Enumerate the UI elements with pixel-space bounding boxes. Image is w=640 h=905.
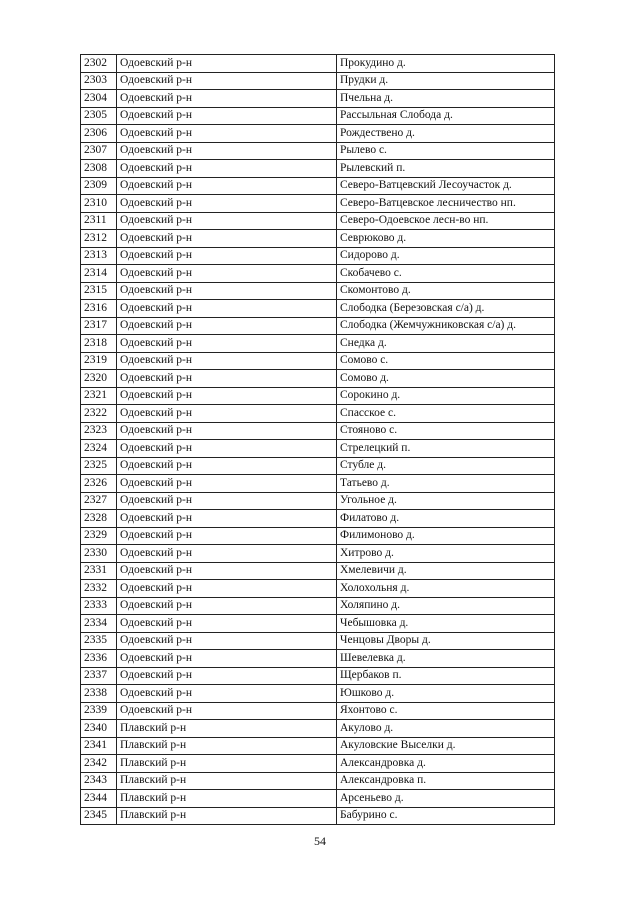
- row-number-cell: 2342: [81, 755, 117, 773]
- district-cell: Одоевский р-н: [117, 545, 337, 563]
- settlements-table-body: [81, 55, 555, 825]
- district-cell: Одоевский р-н: [117, 562, 337, 580]
- district-cell: Одоевский р-н: [117, 317, 337, 335]
- district-cell: Одоевский р-н: [117, 90, 337, 108]
- row-number-cell: 2328: [81, 510, 117, 528]
- row-number-cell: 2320: [81, 370, 117, 388]
- row-number-cell: 2343: [81, 772, 117, 790]
- locality-cell: Спасское с.: [337, 405, 555, 423]
- locality-cell: Яхонтово с.: [337, 702, 555, 720]
- table-row: [81, 282, 555, 300]
- table-row: [81, 492, 555, 510]
- table-row: [81, 247, 555, 265]
- row-number-cell: 2336: [81, 650, 117, 668]
- row-number-cell: 2318: [81, 335, 117, 353]
- locality-cell: Филатово д.: [337, 510, 555, 528]
- row-number-cell: 2333: [81, 597, 117, 615]
- row-number-cell: 2321: [81, 387, 117, 405]
- table-row: [81, 580, 555, 598]
- locality-cell: Акулово д.: [337, 720, 555, 738]
- table-row: [81, 772, 555, 790]
- locality-cell: Стояново с.: [337, 422, 555, 440]
- table-row: [81, 527, 555, 545]
- locality-cell: Стубле д.: [337, 457, 555, 475]
- table-row: [81, 650, 555, 668]
- locality-cell: Татьево д.: [337, 475, 555, 493]
- locality-cell: Шевелевка д.: [337, 650, 555, 668]
- locality-cell: Ченцовы Дворы д.: [337, 632, 555, 650]
- row-number-cell: 2345: [81, 807, 117, 825]
- table-row: [81, 615, 555, 633]
- locality-cell: Северо-Ватцевский Лесоучасток д.: [337, 177, 555, 195]
- table-row: [81, 632, 555, 650]
- district-cell: Плавский р-н: [117, 720, 337, 738]
- locality-cell: Севрюково д.: [337, 230, 555, 248]
- row-number-cell: 2331: [81, 562, 117, 580]
- row-number-cell: 2337: [81, 667, 117, 685]
- row-number-cell: 2315: [81, 282, 117, 300]
- locality-cell: Прудки д.: [337, 72, 555, 90]
- district-cell: Плавский р-н: [117, 790, 337, 808]
- row-number-cell: 2302: [81, 55, 117, 73]
- locality-cell: Северо-Одоевское лесн-во нп.: [337, 212, 555, 230]
- table-row: [81, 265, 555, 283]
- district-cell: Плавский р-н: [117, 755, 337, 773]
- row-number-cell: 2329: [81, 527, 117, 545]
- locality-cell: Арсеньево д.: [337, 790, 555, 808]
- locality-cell: Снедка д.: [337, 335, 555, 353]
- locality-cell: Рождествено д.: [337, 125, 555, 143]
- district-cell: Одоевский р-н: [117, 265, 337, 283]
- row-number-cell: 2323: [81, 422, 117, 440]
- locality-cell: Северо-Ватцевское лесничество нп.: [337, 195, 555, 213]
- table-row: [81, 597, 555, 615]
- table-row: [81, 457, 555, 475]
- row-number-cell: 2310: [81, 195, 117, 213]
- locality-cell: Рылевский п.: [337, 160, 555, 178]
- row-number-cell: 2326: [81, 475, 117, 493]
- locality-cell: Холяпино д.: [337, 597, 555, 615]
- district-cell: Одоевский р-н: [117, 405, 337, 423]
- table-row: [81, 720, 555, 738]
- district-cell: Одоевский р-н: [117, 142, 337, 160]
- district-cell: Плавский р-н: [117, 737, 337, 755]
- locality-cell: Прокудино д.: [337, 55, 555, 73]
- district-cell: Одоевский р-н: [117, 160, 337, 178]
- locality-cell: Хитрово д.: [337, 545, 555, 563]
- district-cell: Одоевский р-н: [117, 422, 337, 440]
- row-number-cell: 2341: [81, 737, 117, 755]
- district-cell: Одоевский р-н: [117, 300, 337, 318]
- table-row: [81, 685, 555, 703]
- row-number-cell: 2306: [81, 125, 117, 143]
- district-cell: Плавский р-н: [117, 772, 337, 790]
- locality-cell: Скобачево с.: [337, 265, 555, 283]
- table-row: [81, 737, 555, 755]
- district-cell: Одоевский р-н: [117, 107, 337, 125]
- district-cell: Одоевский р-н: [117, 632, 337, 650]
- locality-cell: Слободка (Березовская с/а) д.: [337, 300, 555, 318]
- district-cell: Одоевский р-н: [117, 352, 337, 370]
- locality-cell: Рассыльная Слобода д.: [337, 107, 555, 125]
- table-row: [81, 142, 555, 160]
- district-cell: Одоевский р-н: [117, 597, 337, 615]
- locality-cell: Сомово с.: [337, 352, 555, 370]
- district-cell: Плавский р-н: [117, 807, 337, 825]
- district-cell: Одоевский р-н: [117, 370, 337, 388]
- settlements-table: [80, 54, 555, 825]
- row-number-cell: 2338: [81, 685, 117, 703]
- district-cell: Одоевский р-н: [117, 457, 337, 475]
- table-row: [81, 352, 555, 370]
- row-number-cell: 2319: [81, 352, 117, 370]
- table-row: [81, 317, 555, 335]
- row-number-cell: 2313: [81, 247, 117, 265]
- row-number-cell: 2334: [81, 615, 117, 633]
- row-number-cell: 2311: [81, 212, 117, 230]
- locality-cell: Хмелевичи д.: [337, 562, 555, 580]
- district-cell: Одоевский р-н: [117, 335, 337, 353]
- district-cell: Одоевский р-н: [117, 492, 337, 510]
- district-cell: Одоевский р-н: [117, 212, 337, 230]
- table-row: [81, 195, 555, 213]
- district-cell: Одоевский р-н: [117, 387, 337, 405]
- district-cell: Одоевский р-н: [117, 440, 337, 458]
- district-cell: Одоевский р-н: [117, 195, 337, 213]
- district-cell: Одоевский р-н: [117, 615, 337, 633]
- locality-cell: Чебышовка д.: [337, 615, 555, 633]
- table-row: [81, 545, 555, 563]
- table-row: [81, 335, 555, 353]
- district-cell: Одоевский р-н: [117, 230, 337, 248]
- row-number-cell: 2322: [81, 405, 117, 423]
- locality-cell: Юшково д.: [337, 685, 555, 703]
- row-number-cell: 2309: [81, 177, 117, 195]
- row-number-cell: 2305: [81, 107, 117, 125]
- row-number-cell: 2340: [81, 720, 117, 738]
- table-row: [81, 72, 555, 90]
- table-row: [81, 387, 555, 405]
- locality-cell: Акуловские Выселки д.: [337, 737, 555, 755]
- table-row: [81, 212, 555, 230]
- row-number-cell: 2303: [81, 72, 117, 90]
- row-number-cell: 2312: [81, 230, 117, 248]
- row-number-cell: 2324: [81, 440, 117, 458]
- row-number-cell: 2344: [81, 790, 117, 808]
- district-cell: Одоевский р-н: [117, 55, 337, 73]
- table-row: [81, 440, 555, 458]
- table-row: [81, 807, 555, 825]
- district-cell: Одоевский р-н: [117, 685, 337, 703]
- locality-cell: Александровка п.: [337, 772, 555, 790]
- row-number-cell: 2327: [81, 492, 117, 510]
- locality-cell: Сорокино д.: [337, 387, 555, 405]
- table-row: [81, 107, 555, 125]
- row-number-cell: 2314: [81, 265, 117, 283]
- locality-cell: Щербаков п.: [337, 667, 555, 685]
- locality-cell: Филимоново д.: [337, 527, 555, 545]
- row-number-cell: 2335: [81, 632, 117, 650]
- locality-cell: Рылево с.: [337, 142, 555, 160]
- row-number-cell: 2307: [81, 142, 117, 160]
- table-row: [81, 475, 555, 493]
- district-cell: Одоевский р-н: [117, 177, 337, 195]
- locality-cell: Угольное д.: [337, 492, 555, 510]
- locality-cell: Пчельна д.: [337, 90, 555, 108]
- locality-cell: Бабурино с.: [337, 807, 555, 825]
- table-row: [81, 125, 555, 143]
- district-cell: Одоевский р-н: [117, 475, 337, 493]
- table-row: [81, 422, 555, 440]
- table-row: [81, 562, 555, 580]
- locality-cell: Сидорово д.: [337, 247, 555, 265]
- locality-cell: Александровка д.: [337, 755, 555, 773]
- district-cell: Одоевский р-н: [117, 510, 337, 528]
- table-row: [81, 667, 555, 685]
- row-number-cell: 2332: [81, 580, 117, 598]
- district-cell: Одоевский р-н: [117, 125, 337, 143]
- row-number-cell: 2316: [81, 300, 117, 318]
- locality-cell: Скомонтово д.: [337, 282, 555, 300]
- district-cell: Одоевский р-н: [117, 247, 337, 265]
- table-row: [81, 160, 555, 178]
- row-number-cell: 2339: [81, 702, 117, 720]
- district-cell: Одоевский р-н: [117, 527, 337, 545]
- row-number-cell: 2330: [81, 545, 117, 563]
- locality-cell: Холохольня д.: [337, 580, 555, 598]
- table-row: [81, 370, 555, 388]
- row-number-cell: 2304: [81, 90, 117, 108]
- district-cell: Одоевский р-н: [117, 72, 337, 90]
- table-row: [81, 755, 555, 773]
- locality-cell: Сомово д.: [337, 370, 555, 388]
- district-cell: Одоевский р-н: [117, 580, 337, 598]
- table-row: [81, 177, 555, 195]
- district-cell: Одоевский р-н: [117, 650, 337, 668]
- row-number-cell: 2325: [81, 457, 117, 475]
- table-row: [81, 790, 555, 808]
- district-cell: Одоевский р-н: [117, 282, 337, 300]
- table-row: [81, 90, 555, 108]
- locality-cell: Стрелецкий п.: [337, 440, 555, 458]
- locality-cell: Слободка (Жемчужниковская с/а) д.: [337, 317, 555, 335]
- table-row: [81, 405, 555, 423]
- district-cell: Одоевский р-н: [117, 667, 337, 685]
- table-row: [81, 230, 555, 248]
- table-row: [81, 510, 555, 528]
- table-row: [81, 55, 555, 73]
- district-cell: Одоевский р-н: [117, 702, 337, 720]
- table-row: [81, 702, 555, 720]
- row-number-cell: 2317: [81, 317, 117, 335]
- row-number-cell: 2308: [81, 160, 117, 178]
- table-row: [81, 300, 555, 318]
- page-number: 54: [314, 834, 326, 848]
